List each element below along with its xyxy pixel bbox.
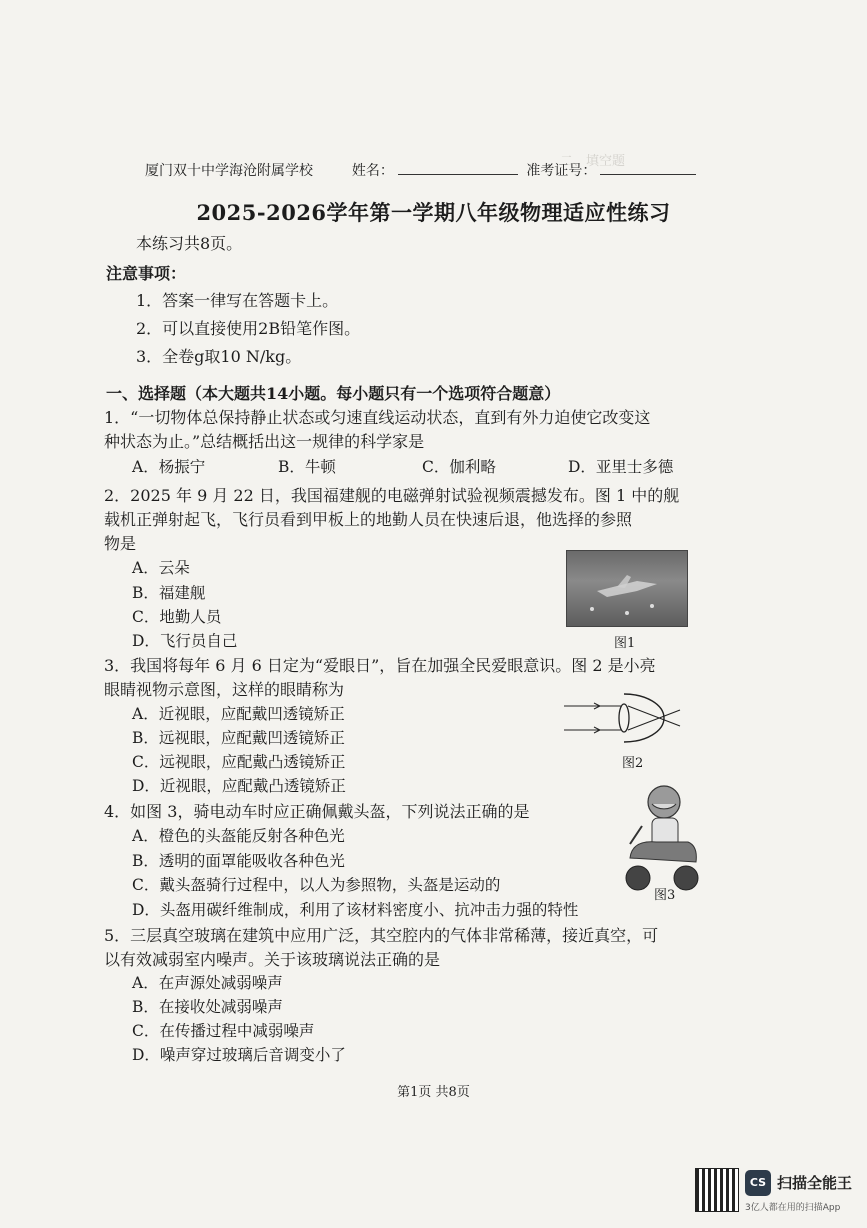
question-text: 眼睛视物示意图，这样的眼睛称为 bbox=[104, 680, 345, 699]
option: C．地勤人员 bbox=[132, 608, 222, 626]
option: C．伽利略 bbox=[422, 458, 496, 476]
question-text: 种状态为止。”总结概括出这一规律的科学家是 bbox=[104, 432, 425, 451]
note-item: 1．答案一律写在答题卡上。 bbox=[136, 291, 339, 310]
id-label: 准考证号： bbox=[526, 163, 597, 179]
option: B．福建舰 bbox=[132, 584, 206, 602]
option: D．飞行员自己 bbox=[132, 632, 238, 650]
option: D．近视眼，应配戴凸透镜矫正 bbox=[132, 777, 346, 795]
option: C．远视眼，应配戴凸透镜矫正 bbox=[132, 753, 346, 771]
question-text: 5．三层真空玻璃在建筑中应用广泛，其空腔内的气体非常稀薄，接近真空，可 bbox=[104, 926, 659, 945]
question-text: 以有效减弱室内噪声。关于该玻璃说法正确的是 bbox=[104, 950, 441, 969]
exam-header bbox=[145, 160, 700, 180]
page-footer: 第1页 共8页 bbox=[397, 1085, 470, 1100]
aircraft-icon bbox=[567, 551, 687, 626]
option: C．在传播过程中减弱噪声 bbox=[132, 1022, 315, 1040]
name-label: 姓名： bbox=[351, 163, 394, 179]
option: B．在接收处减弱噪声 bbox=[132, 998, 283, 1016]
option: D．亚里士多德 bbox=[568, 458, 674, 476]
pages-note: 本练习共8页。 bbox=[136, 234, 243, 253]
question-text: 2．2025 年 9 月 22 日，我国福建舰的电磁弹射试验视频震撼发布。图 1 中的舰 bbox=[104, 486, 680, 505]
school-name: 厦门双十中学海沧附属学校 bbox=[145, 163, 313, 179]
option: A．云朵 bbox=[132, 559, 190, 577]
option: B．牛顿 bbox=[278, 458, 336, 476]
option: D．噪声穿过玻璃后音调变小了 bbox=[132, 1046, 346, 1064]
notes-heading: 注意事项： bbox=[106, 264, 187, 283]
question-text: 3．我国将每年 6 月 6 日定为“爱眼日”，旨在加强全民爱眼意识。图 2 是小亮 bbox=[104, 656, 656, 675]
qr-code-icon bbox=[695, 1168, 739, 1212]
option: B．透明的面罩能吸收各种色光 bbox=[132, 852, 345, 870]
exam-title: 2025-2026学年第一学期八年级物理适应性练习 bbox=[196, 200, 671, 225]
option: C．戴头盔骑行过程中，以人为参照物，头盔是运动的 bbox=[132, 876, 501, 894]
note-item: 2．可以直接使用2B铅笔作图。 bbox=[136, 319, 361, 338]
question-text: 4．如图 3，骑电动车时应正确佩戴头盔，下列说法正确的是 bbox=[104, 802, 530, 821]
question-text: 载机正弹射起飞，飞行员看到甲板上的地勤人员在快速后退，他选择的参照 bbox=[104, 510, 633, 529]
option: D．头盔用碳纤维制成，利用了该材料密度小、抗冲击力强的特性 bbox=[132, 901, 579, 919]
figure-1-carrier-photo bbox=[566, 550, 688, 627]
figure-1-label: 图1 bbox=[614, 636, 636, 651]
note-item: 3．全卷g取10 N/kg。 bbox=[136, 347, 302, 366]
scanner-brand: 扫描全能王 bbox=[777, 1174, 853, 1192]
question-text: 物是 bbox=[104, 534, 137, 553]
scooter-rider-illustration bbox=[622, 782, 702, 894]
section-heading: 一、选择题（本大题共14小题。每小题只有一个选项符合题意） bbox=[106, 384, 561, 403]
name-blank bbox=[398, 174, 518, 175]
question-text: 1．“一切物体总保持静止状态或匀速直线运动状态，直到有外力迫使它改变这 bbox=[104, 408, 651, 427]
scanner-tagline: 3亿人都在用的扫描App bbox=[745, 1203, 841, 1213]
option: A．近视眼，应配戴凹透镜矫正 bbox=[132, 705, 345, 723]
option: A．橙色的头盔能反射各种色光 bbox=[132, 827, 345, 845]
option: B．远视眼，应配戴凹透镜矫正 bbox=[132, 729, 345, 747]
figure-2-label: 图2 bbox=[622, 756, 644, 771]
eye-diagram-icon bbox=[562, 690, 692, 746]
cs-logo-icon: CS bbox=[745, 1170, 771, 1196]
figure-3-label: 图3 bbox=[654, 888, 676, 903]
bleed-through-text: 二、填空题 bbox=[560, 154, 626, 169]
id-blank bbox=[600, 174, 696, 175]
option: A．杨振宁 bbox=[132, 458, 206, 476]
scanner-watermark bbox=[695, 1168, 855, 1216]
option: A．在声源处减弱噪声 bbox=[132, 974, 283, 992]
